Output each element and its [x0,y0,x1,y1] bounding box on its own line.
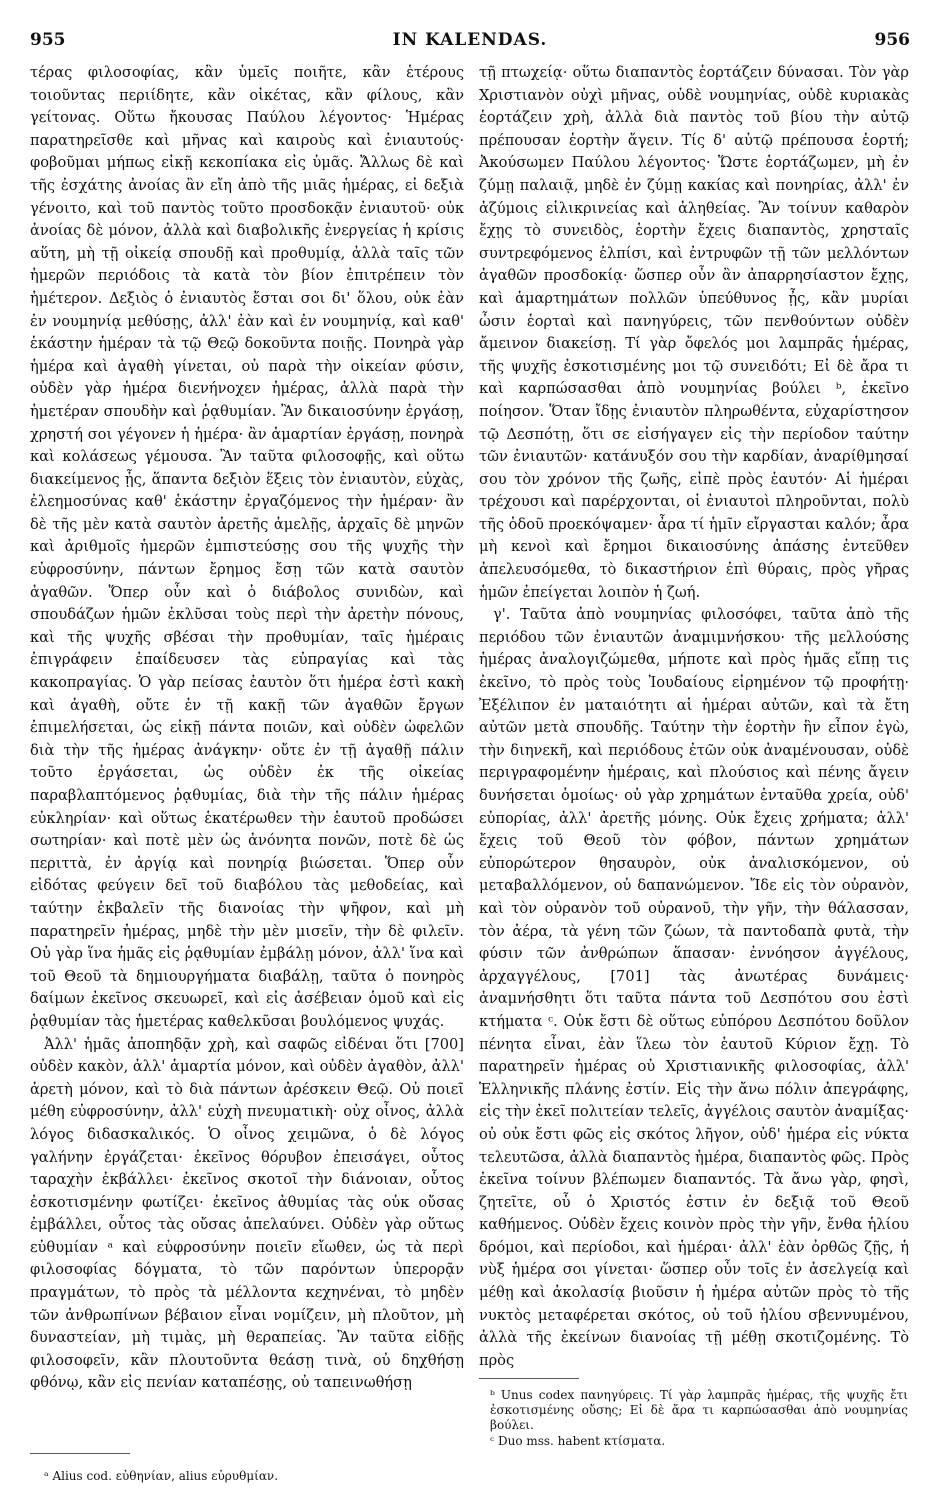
paragraph: γ'. Ταῦτα ἀπὸ νουμηνίας φιλοσόφει, ταῦτα ἀπὸ τῆς περιόδου τῶν ἐνιαυτῶν ἀναμιμνήσκου· τῆς μελλούσης ἡμέρας ἀναλογιζώμεθα, μήποτε καὶ πρὸς ἡμᾶς εἴπῃ τις ἐκεῖνο, τὸ πρὸς τοὺς Ἰουδαίους εἰρημένον τῷ προφήτῃ· Ἐξέλιπον ἐν ματαιότητι αἱ ἡμέραι αὐτῶν, καὶ τὰ ἔτη αὐτῶν μετὰ σπουδῆς. Ταύτην τὴν ἑορτὴν ἣν εἶπον ἐγὼ, τὴν διηνεκῆ, καὶ περιόδους ἐτῶν οὐκ ἀναμένουσαν, οὐδὲ περιγραφομένην ἡμέραις, καὶ πλούσιος καὶ πένης ἄγειν δυνήσεται ὁμοίως· οὐ γὰρ χρημάτων ἐνταῦθα χρεία, οὐδ' εὐπορίας, ἀλλ' ἀρετῆς μόνης. Οὐκ ἔχεις χρήματα; ἀλλ' ἔχεις τοῦ Θεοῦ τὸν φόβον, πάντων χρημάτων εὐπορώτερον θησαυρὸν, οὐκ ἀναλισκόμενον, οὐ μεταβαλλόμενον, οὐ δαπανώμενον. Ἴδε εἰς τὸν οὐρανὸν, καὶ τὸν οὐρανὸν τοῦ οὐρανοῦ, τὴν γῆν, τὴν θάλασσαν, τὸν ἀέρα, τὰ γένη τῶν ζώων, τὰ παντοδαπὰ φυτὰ, τὴν φύσιν τῶν ἀνθρώπων ἅπασαν· ἐννόησον ἀγγέλους, ἀρχαγγέλους, [701] τὰς ἀνωτέρας δυνάμεις· ἀναμνήσθητι ὅτι ταῦτα πάντα τοῦ Δεσπότου σου ἐστὶ κτήματα ᶜ. Οὐκ ἔστι δὲ οὕτως εὐπόρου Δεσπότου δοῦλον πένητα εἶναι, ἐὰν ἵλεω τὸν ἑαυτοῦ Κύριον ἔχῃ. Τὸ παρατηρεῖν ἡμέρας οὐ Χριστιανικῆς φιλοσοφίας, ἀλλ' Ἑλληνικῆς πλάνης ἐστίν. Εἰς τὴν ἄνω πόλιν ἀπεγράφης, εἰς τὴν ἐκεῖ πολιτείαν τελεῖς, ἀγγέλοις σαυτὸν ἀναμίξας· οὐ οὐκ ἔστι φῶς εἰς σκότος λῆγον, οὐδ' ἡμέρα εἰς νύκτα τελευτῶσα, ἀλλὰ διαπαντὸς ἡμέρα, διαπαντὸς φῶς. Πρὸς ἐκεῖνα τοίνυν βλέπωμεν διαπαντός. Τὰ ἄνω γὰρ, φησὶ, ζητεῖτε, οὗ ὁ Χριστός ἐστιν ἐν δεξιᾷ τοῦ Θεοῦ καθήμενος. Οὐδὲν ἔχεις κοινὸν πρὸς τὴν γῆν, ἔνθα ἡλίου δρόμοι, καὶ περίοδοι, καὶ ἡμέραι· ἀλλ' ἐὰν ὀρθῶς ζῇς, ἡ νὺξ ἡμέρα σοι γίνεται· ὥσπερ οὖν τοῖς ἐν ἀσελγείᾳ καὶ μέθῃ καὶ ἀκολασίᾳ βιοῦσιν ἡ ἡμέρα αὐτῶν πρὸς τὸ τῆς νυκτὸς μεταφέρεται σκότος, οὐ τοῦ ἡλίου σβεννυμένου, ἀλλὰ τῆς ἐκείνων διανοίας τῇ μέθῃ σκοτιζομένης. Τὸ πρὸς [479,606,909,1369]
footnote-b: ᵇ Unus codex πανηγύρεις. Τί γὰρ λαμπρᾶς ἡμέρας, τῆς ψυχῆς ἔτι ἐσκοτισμένης οὔσης; Εἰ δὲ ἄρα τι καρπώσασθαι ἀπὸ νουμηνίας βούλει. [490,1388,908,1432]
running-header [30,30,910,54]
running-title: IN KALENDAS. [392,30,548,50]
left-column [30,62,464,1462]
footnotes-right [490,1388,908,1449]
paragraph: τῇ πτωχείᾳ· οὕτω διαπαντὸς ἑορτάζειν δύνασαι. Τὸν γὰρ Χριστιανὸν οὐχὶ μῆνας, οὐδὲ νουμηνίας, οὐδὲ κυριακὰς ἑορτάζειν χρὴ, ἀλλὰ διὰ παντὸς τοῦ βίου τὴν αὐτῷ πρέπουσαν ἑορτὴν ἄγειν. Τίς δ' αὐτῷ πρέπουσα ἑορτή; Ἀκούσωμεν Παύλου λέγοντος· Ὥστε ἑορτάζωμεν, μὴ ἐν ζύμῃ παλαιᾷ, μηδὲ ἐν ζύμῃ κακίας καὶ πονηρίας, ἀλλ' ἐν ἀζύμοις εἰλικρινείας καὶ ἀληθείας. Ἂν τοίνυν καθαρὸν ἔχῃς τὸ συνειδὸς, ἑορτὴν ἔχεις διαπαντὸς, χρησταῖς συντρεφόμενος ἐλπίσι, καὶ ἐντρυφῶν τῇ τῶν μελλόντων ἀγαθῶν προσδοκίᾳ· ὥσπερ οὖν ἂν ἀπαρρησίαστον ἔχῃς, καὶ ἁμαρτημάτων πολλῶν ὑπεύθυνος ᾖς, κἂν μυρίαι ὦσιν ἑορταὶ καὶ πανηγύρεις, τῶν πενθούντων οὐδὲν ἄμεινον διακείσῃ. Τί γὰρ ὄφελός μοι λαμπρᾶς ἡμέρας, τῆς ψυχῆς ἐσκοτισμένης μοι τῷ συνειδότι; Εἰ δὲ ἄρα τι καὶ καρπώσασθαι ἀπὸ νουμηνίας βούλει ᵇ, ἐκεῖνο ποίησον. Ὅταν ἴδῃς ἐνιαυτὸν πληρωθέντα, εὐχαρίστησον τῷ Δεσπότῃ, ὅτι σε εἰσήγαγεν εἰς τὴν περίοδον ταύτην τῶν ἐνιαυτῶν· κατάνυξόν σου τὴν καρδίαν, ἀναρίθμησαί σου τὸν χρόνον τῆς ζωῆς, εἰπὲ πρὸς ἑαυτόν· Αἱ ἡμέραι τρέχουσι καὶ παρέρχονται, οἱ ἐνιαυτοὶ πληροῦνται, πολὺ τῆς ὁδοῦ προεκόψαμεν· ἆρα τί ἡμῖν εἴργασται καλόν; ἆρα μὴ κενοὶ καὶ ἔρημοι δικαιοσύνης ἁπάσης ἐντεῦθεν ἀπελευσόμεθα, τὸ δικαστήριον ἐπὶ θύραις, πρὸς γῆρας ἡμῶν ἐπείγεται λοιπὸν ἡ ζωή. [479,64,909,601]
page-number-left: 955 [30,30,66,50]
footnote-c: ᶜ Duo mss. habent κτίσματα. [490,1434,666,1448]
footnote-a: ᵃ Alius cod. εὐθηνίαν, alius εὐρυθμίαν. [44,1469,279,1483]
page-number-right: 956 [874,30,910,50]
right-column [479,62,909,1372]
paragraph: Ἀλλ' ἡμᾶς ἀποπηδᾷν χρὴ, καὶ σαφῶς εἰδέναι ὅτι [700] οὐδὲν κακὸν, ἀλλ' ἁμαρτία μόνον, καὶ οὐδὲν ἀγαθὸν, ἀλλ' ἀρετὴ μόνον, καὶ τὸ διὰ πάντων ἀρέσκειν Θεῷ. Οὐ ποιεῖ μέθη εὐφροσύνην, ἀλλ' εὐχὴ πνευματικὴ· οὐχ οἶνος, ἀλλὰ λόγος διδασκαλικός. Ὁ οἶνος χειμῶνα, ὁ δὲ λόγος γαλήνην ἐργάζεται· ἐκεῖνος θόρυβον ἐπεισάγει, οὗτος ταραχὴν ἐκβάλλει· ἐκεῖνος σκοτοῖ τὴν διάνοιαν, οὗτος ἐσκοτισμένην φωτίζει· ἐκεῖνος ἀθυμίας τὰς οὐκ οὔσας ἐμβάλλει, οὗτος τὰς οὔσας ἀπελαύνει. Οὐδὲν γὰρ οὕτως εὐθυμίαν ᵃ καὶ εὐφροσύνην ποιεῖν εἴωθεν, ὡς τὰ περὶ φιλοσοφίας δόγματα, τὸ τῶν παρόντων ὑπερορᾷν πραγμάτων, τὸ πρὸς τὰ μέλλοντα κεχηνέναι, τὸ μηδὲν τῶν ἀνθρωπίνων βέβαιον εἶναι νομίζειν, μὴ πλοῦτον, μὴ δυναστείαν, μὴ τιμὰς, μὴ θεραπείας. Ἂν ταῦτα εἰδῇς φιλοσοφεῖν, κἂν πλουτοῦντα θεάσῃ τινὰ, οὐ δηχθήσῃ φθόνῳ, κἂν εἰς πενίαν καταπέσῃς, οὐ ταπεινωθήσῃ [30,1035,464,1392]
footnote-divider [30,1453,130,1454]
footnote-divider [479,1378,579,1379]
paragraph: τέρας φιλοσοφίας, κἂν ὑμεῖς ποιῆτε, κἂν ἑτέρους τοιοῦντας περιίδητε, κἂν οἰκέτας, κἂν φίλους, κἂν γείτονας. Οὕτω ἤκουσας Παύλου λέγοντος· Ἡμέρας παρατηρεῖσθε καὶ μῆνας καὶ καιροὺς καὶ ἐνιαυτούς· φοβοῦμαι μήπως εἰκῇ κεκοπίακα εἰς ὑμᾶς. Ἄλλως δὲ καὶ τῆς ἐσχάτης ἀνοίας ἂν εἴη ἀπὸ τῆς μιᾶς ἡμέρας, εἰ δεξιὰ γένοιτο, καὶ τοῦ παντὸς τοῦτο προσδοκᾷν ἐνιαυτοῦ· οὐκ ἀνοίας δὲ μόνον, ἀλλὰ καὶ διαβολικῆς ἐνεργείας ἡ κρίσις αὕτη, μὴ τῇ οἰκείᾳ σπουδῇ καὶ προθυμίᾳ, ἀλλὰ ταῖς τῶν ἡμερῶν περιόδοις τὰ κατὰ τὸν βίον ἐπιτρέπειν τὸν ἡμέτερον. Δεξιὸς ὁ ἐνιαυτὸς ἔσται σοι δι' ὅλου, οὐκ ἐὰν ἐν νουμηνίᾳ μεθύσῃς, ἀλλ' ἐὰν καὶ ἐν νουμηνίᾳ, καὶ καθ' ἑκάστην ἡμέραν τὰ τῷ Θεῷ δοκοῦντα ποιῇς. Πονηρὰ γὰρ ἡμέρα καὶ ἀγαθὴ γίνεται, οὐ παρὰ τὴν οἰκείαν φύσιν, οὐδὲν γὰρ ἡμέρα διενήνοχεν ἡμέρας, ἀλλὰ παρὰ τὴν ἡμετέραν σπουδὴν καὶ ῥᾳθυμίαν. Ἂν δικαιοσύνην ἐργάσῃ, χρηστή σοι γέγονεν ἡ ἡμέρα· ἂν ἁμαρτίαν ἐργάσῃ, πονηρὰ καὶ κολάσεως γέμουσα. Ἂν ταῦτα φιλοσοφῇς, καὶ οὕτω διακείμενος ᾖς, ἅπαντα δεξιὸν ἕξεις τὸν ἐνιαυτὸν, εὐχὰς, ἐλεημοσύνας καθ' ἑκάστην ἐργαζόμενος τὴν ἡμέραν· ἂν δὲ τῆς μὲν κατὰ σαυτὸν ἀρετῆς ἀμελῇς, ἀρχαῖς δὲ μηνῶν καὶ ἀριθμοῖς ἡμερῶν ἐμπιστεύσῃς σου τῆς ψυχῆς τὴν εὐφροσύνην, πάντων ἔρημος ἔσῃ τῶν κατὰ σαυτὸν ἀγαθῶν. Ὅπερ οὖν καὶ ὁ διάβολος συνιδὼν, καὶ σπουδάζων ἡμῶν ἐκλῦσαι τοὺς περὶ τὴν ἀρετὴν πόνους, καὶ τῆς ψυχῆς σβέσαι τὴν προθυμίαν, ταῖς ἡμέραις ἐπιγράφειν ἐπαίδευσεν τὰς εὐπραγίας καὶ τὰς κακοπραγίας. Ὁ γὰρ πείσας ἑαυτὸν ὅτι ἡμέρα ἐστὶ κακὴ καὶ ἀγαθὴ, οὔτε ἐν τῇ κακῇ τῶν ἀγαθῶν ἔργων ἐπιμελήσεται, ὡς εἰκῇ πάντα ποιῶν, καὶ οὐδὲν ὠφελῶν διὰ τὴν τῆς ἡμέρας ἀνάγκην· οὔτε ἐν τῇ ἀγαθῇ πάλιν τοῦτο ἐργάσεται, ὡς οὐδὲν ἐκ τῆς οἰκείας παραβλαπτόμενος ῥᾳθυμίας, διὰ τὴν τῆς πάλιν ἡμέρας εὐκληρίαν· καὶ οὕτως ἑκατέρωθεν τὴν ἑαυτοῦ προδώσει σωτηρίαν· καὶ ποτὲ μὲν ὡς ἀνόνητα πονῶν, ποτὲ δὲ ὡς περιττὰ, ἐν ἀργίᾳ καὶ πονηρίᾳ βιώσεται. Ὅπερ οὖν εἰδότας φεύγειν δεῖ τοῦ διαβόλου τὰς μεθοδείας, καὶ ταύτην ἐκβαλεῖν τῆς διανοίας τὴν ψῆφον, καὶ μὴ παρατηρεῖν ἡμέρας, μηδὲ τὴν μὲν μισεῖν, τὴν δὲ φιλεῖν. Οὐ γὰρ ἵνα ἡμᾶς εἰς ῥᾳθυμίαν ἐμβάλῃ μόνον, ἀλλ' ἵνα καὶ τοῦ Θεοῦ τὰ δημιουργήματα διαβάλῃ, ταῦτα ὁ πονηρὸς δαίμων ἐκεῖνος σκευωρεῖ, καὶ εἰς ἀσέβειαν ὁμοῦ καὶ εἰς ῥᾳθυμίαν τὰς ἡμετέρας καθελκῦσαι βουλόμενος ψυχάς. [30,64,464,1030]
